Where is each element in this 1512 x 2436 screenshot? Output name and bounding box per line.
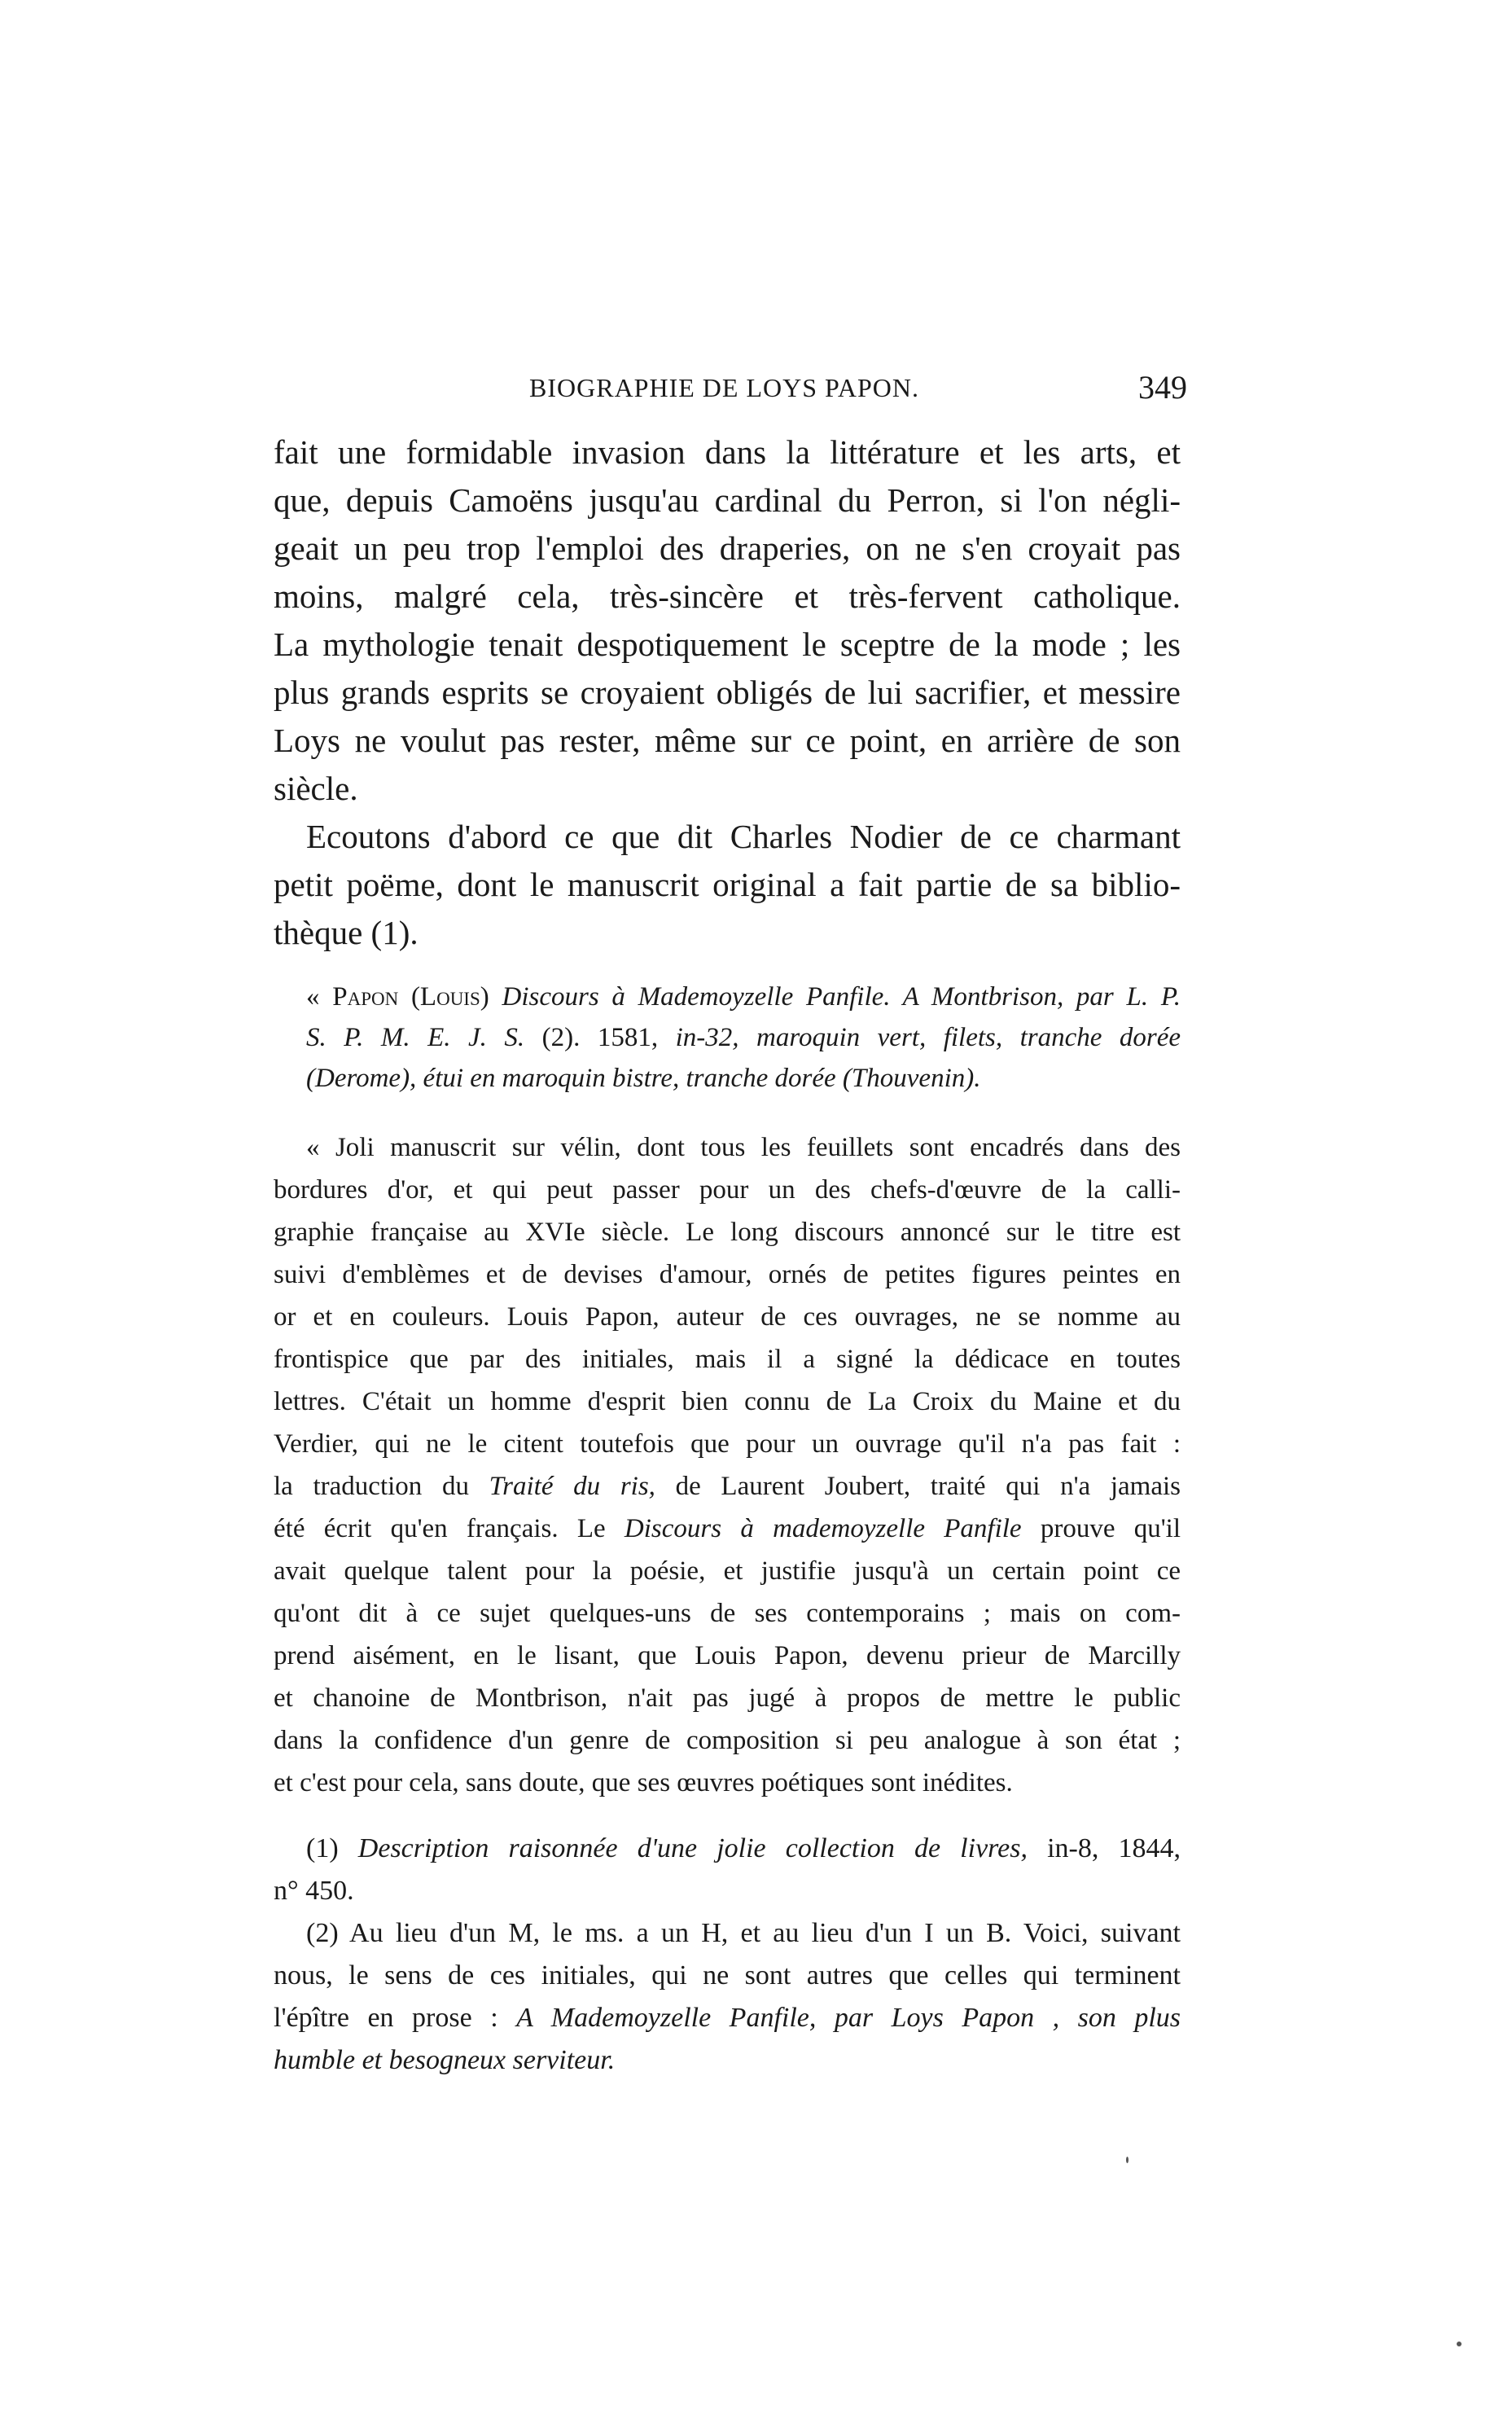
quote-fragment: prouve qu'il — [1040, 1514, 1181, 1543]
citation-line — [306, 1018, 1181, 1057]
quote-line: qu'ont dit à ce sujet quelques-uns de ses contemporains ; mais on com- — [274, 1599, 1181, 1628]
body-line: thèque (1). — [274, 914, 419, 951]
citation-format: in-32, — [675, 1023, 739, 1052]
body-line: La mythologie tenait despotiquement le sceptre de la mode ; les — [274, 625, 1181, 663]
citation-note-ref: (2). 1581, — [541, 1023, 659, 1052]
running-title: BIOGRAPHIE DE LOYS PAPON. — [529, 373, 919, 402]
footnote-1-cont: n° 450. — [274, 1876, 354, 1906]
open-quote: « — [306, 982, 320, 1012]
body-line: Loys ne voulut pas rester, même sur ce point, en arrière de son — [274, 722, 1181, 759]
quote-line: frontispice que par des initiales, mais il a signé la dédicace en toutes — [274, 1345, 1181, 1374]
body-line: Ecoutons d'abord ce que dit Charles Nodier de ce charmant — [306, 818, 1181, 855]
footnote-2-cont: humble et besogneux serviteur. — [274, 2045, 616, 2075]
footnote-italic: A Mademoyzelle Panfile, par Loys Papon , son plus — [516, 2003, 1181, 2033]
footnote-2-cont: nous, le sens de ces initiales, qui ne sont autres que celles qui terminent — [274, 1960, 1181, 1990]
footnote-text: in-8, 1844, — [1047, 1833, 1181, 1863]
quote-line: or et en couleurs. Louis Papon, auteur de ces ouvrages, ne se nomme au — [274, 1302, 1181, 1332]
quote-line — [274, 1467, 1181, 1506]
footnote-2-cont — [274, 1998, 1181, 2039]
citation-binding: maroquin vert, filets, tranche dorée — [756, 1023, 1181, 1052]
body-line: fait une formidable invasion dans la littérature et les arts, et — [274, 433, 1181, 471]
quote-fragment: la traduction du — [274, 1472, 469, 1501]
quote-line: « Joli manuscrit sur vélin, dont tous les feuillets sont encadrés dans des — [306, 1133, 1181, 1162]
quote-fragment: de Laurent Joubert, traité qui n'a jamais — [675, 1472, 1181, 1501]
quote-italic-title: Discours à mademoyzelle Panfile — [624, 1514, 1022, 1543]
body-line: siècle. — [274, 770, 358, 807]
quote-line: dans la confidence d'un genre de composition si peu analogue à son état ; — [274, 1726, 1181, 1755]
quote-line: lettres. C'était un homme d'esprit bien connu de La Croix du Maine et du — [274, 1387, 1181, 1416]
quote-line: et c'est pour cela, sans doute, que ses œuvres poétiques sont inédites. — [274, 1768, 1013, 1797]
body-line: que, depuis Camoëns jusqu'au cardinal du Perron, si l'on négli- — [274, 481, 1181, 519]
scan-speck — [1126, 2157, 1129, 2163]
quote-fragment: été écrit qu'en français. Le — [274, 1514, 606, 1543]
quote-line: avait quelque talent pour la poésie, et justifie jusqu'à un certain point ce — [274, 1556, 1181, 1586]
citation-author: Papon (Louis) — [332, 982, 489, 1012]
footnote-title: Description raisonnée d'une jolie collection de livres, — [357, 1833, 1028, 1863]
citation-initials: S. P. M. E. J. S. — [306, 1023, 525, 1052]
footnote-text: l'épître en prose : — [274, 2003, 498, 2033]
quote-line: Verdier, qui ne le citent toutefois que pour un ouvrage qu'il n'a pas fait : — [274, 1429, 1181, 1459]
citation-line: (Derome), étui en maroquin bistre, tranche dorée (Thouvenin). — [306, 1064, 981, 1093]
body-line: petit poëme, dont le manuscrit original a fait partie de sa biblio- — [274, 866, 1181, 903]
body-line: geait un peu trop l'emploi des draperies, on ne s'en croyait pas — [274, 529, 1181, 567]
quote-line — [274, 1509, 1181, 1548]
footnote-mark: (1) — [306, 1833, 339, 1863]
quote-line: suivi d'emblèmes et de devises d'amour, ornés de petites figures peintes en — [274, 1260, 1181, 1289]
scan-speck — [1457, 2342, 1462, 2346]
quote-line: prend aisément, en le lisant, que Louis Papon, devenu prieur de Marcilly — [274, 1641, 1181, 1670]
citation-line — [274, 977, 1181, 1016]
page-number: 349 — [1138, 369, 1187, 406]
quote-line: bordures d'or, et qui peut passer pour un des chefs-d'œuvre de la calli- — [274, 1175, 1181, 1205]
body-line: moins, malgré cela, très-sincère et très-fervent catholique. — [274, 577, 1181, 615]
quote-line: graphie française au XVIe siècle. Le long discours annoncé sur le titre est — [274, 1218, 1181, 1247]
quote-italic-title: Traité du ris, — [489, 1472, 655, 1501]
footnote-1 — [274, 1828, 1181, 1869]
citation-title: Discours à Mademoyzelle Panfile. A Montbrison, par L. P. — [502, 982, 1181, 1012]
quote-line: et chanoine de Montbrison, n'ait pas jugé à propos de mettre le public — [274, 1683, 1181, 1713]
body-line: plus grands esprits se croyaient obligés de lui sacrifier, et messire — [274, 674, 1181, 711]
footnote-2: (2) Au lieu d'un M, le ms. a un H, et au lieu d'un I un B. Voici, suivant — [306, 1918, 1181, 1948]
